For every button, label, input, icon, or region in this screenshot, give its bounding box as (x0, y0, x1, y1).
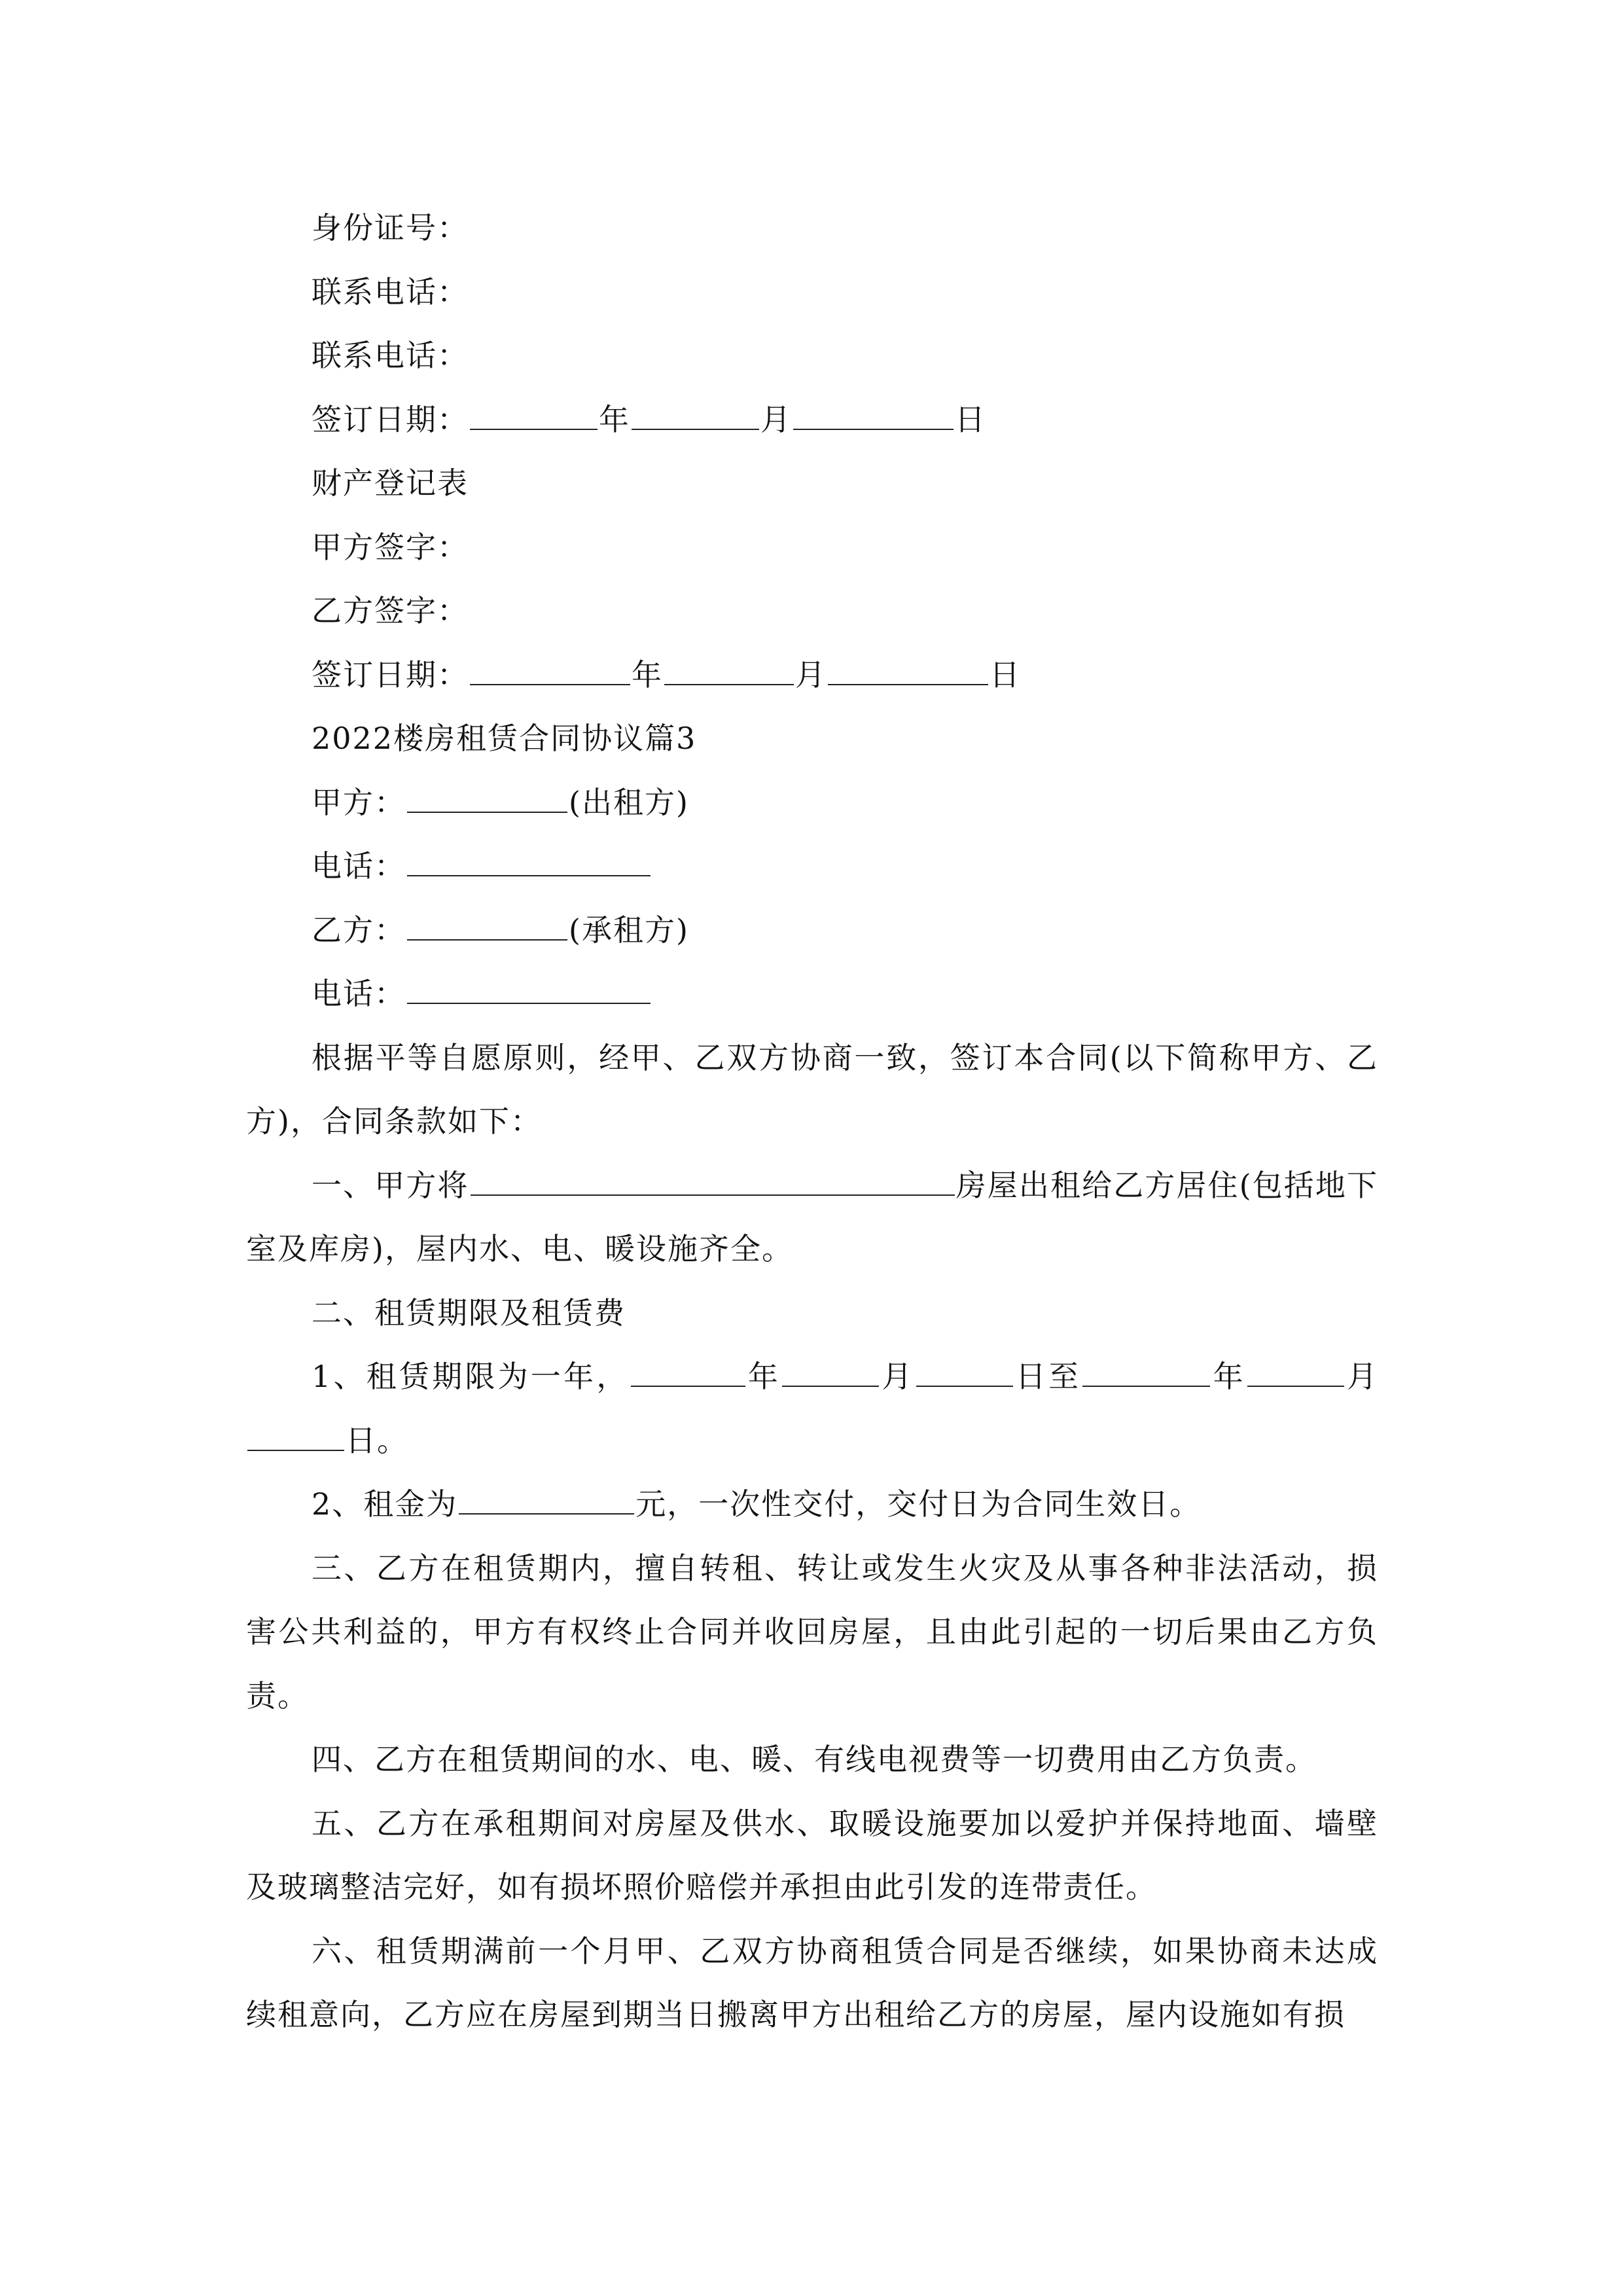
clause-2-1-year1: 年 (746, 1359, 781, 1394)
blank-field (632, 388, 759, 430)
party-b-label: 乙方： (312, 912, 406, 948)
year-label: 年 (599, 401, 630, 437)
sign-date-line-1 (246, 388, 1378, 452)
blank-field (1247, 1345, 1344, 1387)
blank-field (631, 1345, 745, 1387)
sign-date-label: 签订日期： (312, 656, 469, 692)
blank-field (916, 1345, 1013, 1387)
day-label: 日 (955, 401, 986, 437)
party-a-role: (出租方) (569, 784, 689, 820)
blank-field (471, 1154, 955, 1196)
clause-2-1-day-to: 日至 (1014, 1359, 1082, 1394)
party-a-sign-line (246, 516, 1378, 580)
clause-2-2-end: 元，一次性交付，交付日为合同生效日。 (635, 1486, 1202, 1522)
month-label: 月 (795, 656, 827, 692)
clause-2-1-month2: 月 (1345, 1359, 1379, 1394)
clause-6: 六、租赁期满前一个月甲、乙双方协商租赁合同是否继续，如果协商未达成续租意向，乙方应在房屋到期当日搬离甲方出租给乙方的房屋，屋内设施如有损 (246, 1933, 1378, 2032)
id-number-label: 身份证号： (312, 210, 469, 245)
blank-field (470, 388, 597, 430)
clause-2-2-start: 2、租金为 (312, 1486, 458, 1522)
contract-title-line (246, 707, 1378, 771)
id-number-line (246, 196, 1378, 260)
party-b-role: (承租方) (569, 912, 689, 948)
blank-field (470, 643, 630, 685)
blank-field (793, 388, 954, 430)
party-b-sign-label: 乙方签字： (312, 593, 469, 628)
party-a-label: 甲方： (312, 784, 406, 820)
blank-field (407, 834, 651, 876)
property-register-line (246, 452, 1378, 516)
document-page (246, 196, 1378, 2047)
blank-field (664, 643, 794, 685)
party-a-sign-label: 甲方签字： (312, 529, 469, 565)
blank-field (407, 771, 567, 813)
party-b-sign-line (246, 579, 1378, 643)
year-label: 年 (632, 656, 663, 692)
intro-paragraph: 根据平等自愿原则，经甲、乙双方协商一致，签订本合同(以下简称甲方、乙方)，合同条款如下： (246, 1039, 1378, 1139)
clause-2-title: 二、租赁期限及租赁费 (312, 1295, 626, 1331)
blank-field (459, 1473, 634, 1515)
clause-4: 四、乙方在租赁期间的水、电、暖、有线电视费等一切费用由乙方负责。 (312, 1742, 1317, 1777)
blank-field (828, 643, 988, 685)
phone-label-2: 电话： (312, 976, 406, 1011)
party-a-line (246, 771, 1378, 835)
contact-line-2 (246, 324, 1378, 388)
clause-3: 三、乙方在租赁期内，擅自转租、转让或发生火灾及从事各种非法活动，损害公共利益的，甲方有权终止合同并收回房屋，且由此引起的一切后果由乙方负责。 (246, 1550, 1378, 1713)
contact-line-1 (246, 260, 1378, 325)
clause-2-2 (246, 1473, 1378, 1537)
day-label: 日 (990, 656, 1021, 692)
sign-date-line-2 (246, 643, 1378, 708)
clause-2-1-year2: 年 (1211, 1359, 1246, 1394)
contact-label-1: 联系电话： (312, 274, 469, 310)
clause-2-1-month1: 月 (880, 1359, 915, 1394)
clause-5: 五、乙方在承租期间对房屋及供水、取暖设施要加以爱护并保持地面、墙壁及玻璃整洁完好，如有损坏照价赔偿并承担由此引发的连带责任。 (246, 1805, 1378, 1905)
phone-label-1: 电话： (312, 848, 406, 884)
property-register-label: 财产登记表 (312, 465, 469, 501)
clause-2-1 (246, 1345, 1378, 1473)
phone-line-1 (246, 834, 1378, 899)
contract-title: 2022楼房租赁合同协议篇3 (312, 721, 697, 756)
contact-label-2: 联系电话： (312, 338, 469, 373)
clause-2-1-start: 1、租赁期限为一年， (312, 1359, 630, 1394)
blank-field (247, 1409, 344, 1451)
clause-1-start: 一、甲方将 (312, 1167, 469, 1203)
clause-1 (246, 1154, 1378, 1282)
clause-2-1-day2: 日。 (346, 1422, 408, 1458)
phone-line-2 (246, 962, 1378, 1026)
party-b-line (246, 899, 1378, 963)
clause-1-end: 房屋出租给乙方居住(包括地下室及库房)，屋内水、电、暖设施齐全。 (246, 1167, 1379, 1266)
month-label: 月 (760, 401, 792, 437)
blank-field (1082, 1345, 1210, 1387)
blank-field (407, 962, 651, 1004)
blank-field (407, 899, 567, 941)
sign-date-label: 签订日期： (312, 401, 469, 437)
blank-field (782, 1345, 879, 1387)
